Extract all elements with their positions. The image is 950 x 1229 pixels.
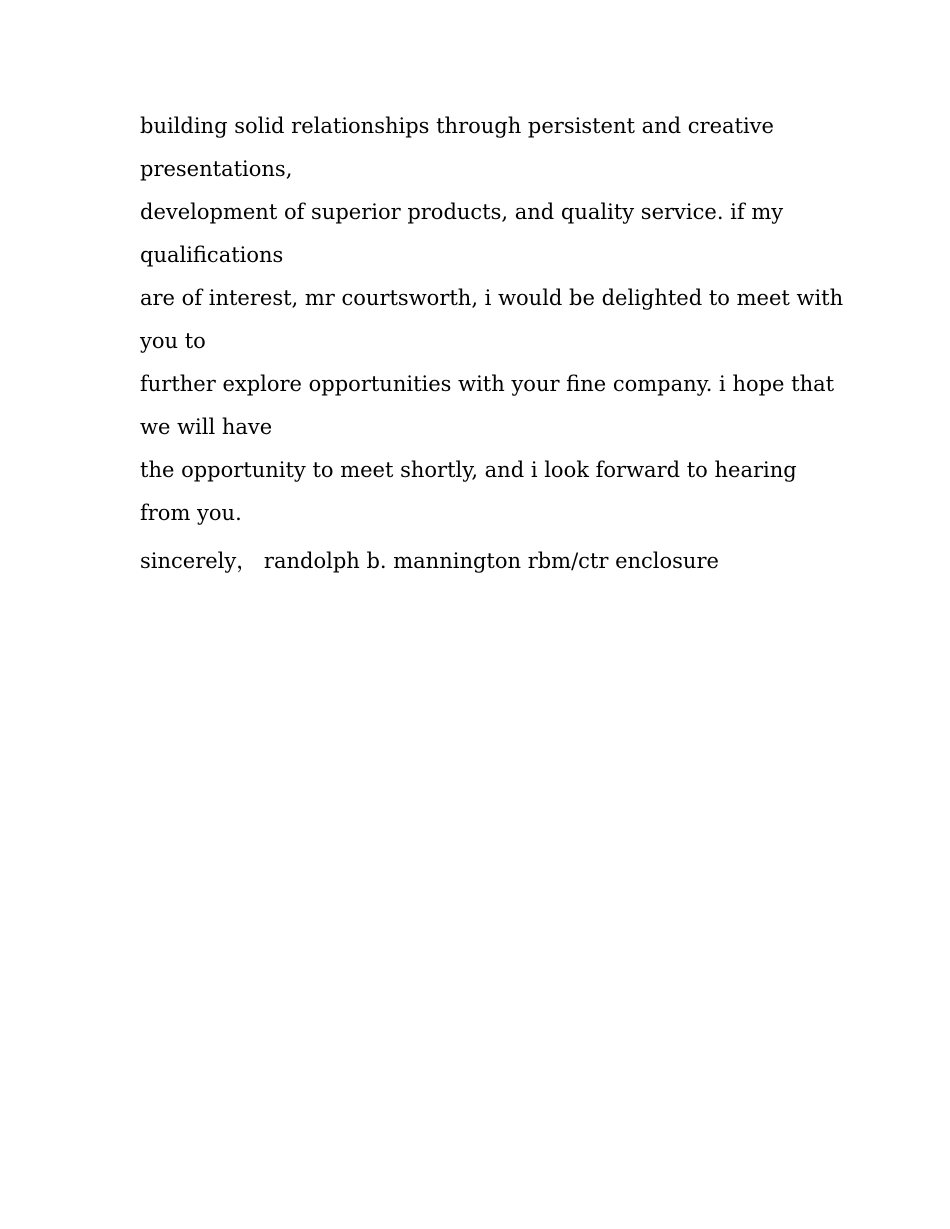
- letter-closing: sincerely， randolph b. mannington rbm/ctr enclosure: [140, 549, 719, 573]
- text-line: from you.: [140, 501, 242, 525]
- text-line: presentations,: [140, 157, 293, 181]
- text-line: you to: [140, 329, 206, 353]
- text-line: we will have: [140, 415, 273, 439]
- text-line: are of interest, mr courtsworth, i would be delighted to meet with: [140, 286, 844, 310]
- text-line: qualifications: [140, 243, 284, 267]
- text-line: development of superior products, and quality service. if my: [140, 200, 784, 224]
- text-line: the opportunity to meet shortly, and i look forward to hearing: [140, 458, 797, 482]
- text-line: further explore opportunities with your fine company. i hope that: [140, 372, 835, 396]
- letter-body: [140, 105, 844, 535]
- text-line: building solid relationships through persistent and creative: [140, 114, 774, 138]
